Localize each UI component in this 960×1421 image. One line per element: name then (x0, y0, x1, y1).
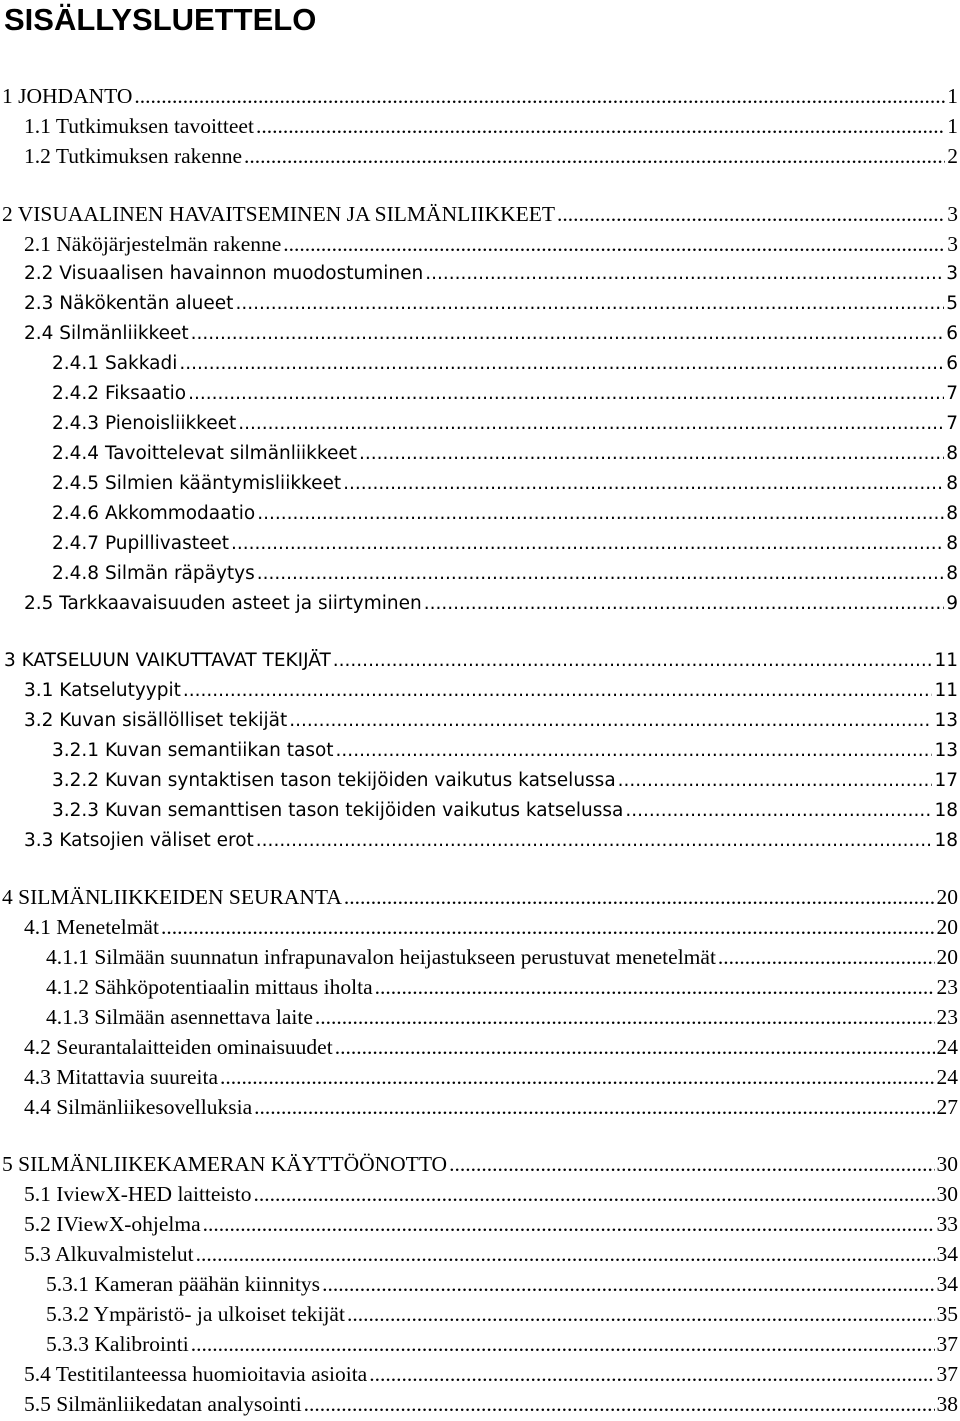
dot-leader (618, 766, 933, 796)
toc-entry-label: 2.4.2 Fiksaatio (52, 383, 187, 404)
toc-entry-label: 2.1 Näköjärjestelmän rakenne (24, 232, 282, 256)
toc-entry-page-number: 18 (934, 830, 958, 851)
toc-entry-label: 2.4.3 Pienoisliikkeet (52, 413, 237, 434)
toc-entry-label: 3.2.2 Kuvan syntaktisen tason tekijöiden vaikutus katselussa (52, 770, 616, 791)
toc-entry[interactable] (52, 439, 958, 469)
dot-leader (196, 1239, 935, 1269)
dot-leader (191, 319, 945, 349)
toc-entry[interactable] (24, 111, 958, 141)
toc-entry-label: 2.4.4 Tavoittelevat silmänliikkeet (52, 443, 357, 464)
toc-entry[interactable] (24, 229, 958, 259)
toc-entry[interactable] (46, 1329, 958, 1359)
toc-entry[interactable] (24, 1359, 958, 1389)
toc-entry[interactable] (52, 559, 958, 589)
toc-entry[interactable] (52, 499, 958, 529)
dot-leader (425, 259, 944, 289)
toc-entry-page-number: 33 (936, 1212, 958, 1236)
dot-leader (289, 706, 932, 736)
toc-entry[interactable] (24, 259, 958, 289)
toc-entry-label: 3.1 Katselutyypit (24, 680, 181, 701)
toc-entry[interactable] (52, 349, 958, 379)
toc-entry-label: 4.1.1 Silmään suunnatun infrapunavalon heijastukseen perustuvat menetelmät (46, 945, 716, 969)
toc-entry-page-number: 3 (946, 263, 958, 284)
toc-entry-label: 2.3 Näkökentän alueet (24, 293, 234, 314)
toc-entry-label: 2.4 Silmänliikkeet (24, 323, 189, 344)
toc-entry-label: 4.2 Seurantalaitteiden ominaisuudet (24, 1035, 333, 1059)
dot-leader (344, 882, 935, 912)
dot-leader (256, 826, 933, 856)
toc-entry-label: 3.2.1 Kuvan semantiikan tasot (52, 740, 334, 761)
toc-entry[interactable] (24, 706, 958, 736)
toc-entry-label: 1 JOHDANTO (2, 84, 133, 108)
toc-entry-page-number: 23 (936, 1005, 958, 1029)
toc-entry-label: 3.3 Katsojien väliset erot (24, 830, 254, 851)
toc-entry[interactable] (24, 1239, 958, 1269)
dot-leader (220, 1062, 934, 1092)
toc-entry-page-number: 3 (947, 232, 958, 256)
dot-leader (235, 289, 944, 319)
toc-entry[interactable] (24, 319, 958, 349)
toc-entry-page-number: 8 (946, 443, 958, 464)
toc-entry-page-number: 24 (936, 1065, 958, 1089)
toc-entry-page-number: 9 (946, 593, 958, 614)
toc-entry[interactable] (46, 1002, 958, 1032)
dot-leader (369, 1359, 934, 1389)
dot-leader (625, 796, 932, 826)
dot-leader (333, 646, 933, 676)
toc-entry-page-number: 17 (934, 770, 958, 791)
toc-entry-label: 5.2 IViewX-ohjelma (24, 1212, 201, 1236)
toc-entry-page-number: 13 (934, 710, 958, 731)
toc-entry-label: 5.4 Testitilanteessa huomioitavia asioita (24, 1362, 368, 1386)
dot-leader (336, 736, 933, 766)
toc-entry[interactable] (24, 826, 958, 856)
dot-leader (231, 529, 944, 559)
toc-entry-page-number: 34 (936, 1242, 958, 1266)
toc-entry-page-number: 35 (936, 1302, 958, 1326)
toc-entry[interactable] (24, 912, 958, 942)
toc-entry-label: 5.3.3 Kalibrointi (46, 1332, 189, 1356)
toc-entry-label: 2.2 Visuaalisen havainnon muodostuminen (24, 263, 424, 284)
toc-entry-label: 3 KATSELUUN VAIKUTTAVAT TEKIJÄT (4, 650, 331, 671)
toc-entry[interactable] (52, 766, 958, 796)
toc-entry-page-number: 6 (946, 323, 958, 344)
toc-entry-page-number: 8 (946, 473, 958, 494)
toc-entry[interactable] (24, 141, 958, 171)
dot-leader (191, 1329, 935, 1359)
toc-entry[interactable] (52, 379, 958, 409)
toc-entry-page-number: 34 (936, 1272, 958, 1296)
toc-entry-label: 5 SILMÄNLIIKEKAMERAN KÄYTTÖÖNOTTO (2, 1152, 448, 1176)
dot-leader (203, 1209, 935, 1239)
toc-entry-page-number: 30 (936, 1182, 958, 1206)
dot-leader (257, 559, 944, 589)
toc-entry-page-number: 27 (936, 1095, 958, 1119)
toc-entry-label: 3.2 Kuvan sisällölliset tekijät (24, 710, 288, 731)
toc-entry[interactable] (52, 529, 958, 559)
toc-entry-page-number: 37 (936, 1362, 958, 1386)
toc-entry[interactable] (52, 736, 958, 766)
toc-entry[interactable] (46, 1299, 958, 1329)
dot-leader (254, 1179, 935, 1209)
dot-leader (257, 499, 944, 529)
toc-entry[interactable] (24, 1209, 958, 1239)
dot-leader (315, 1002, 935, 1032)
dot-leader (718, 942, 935, 972)
toc-entry[interactable] (46, 1269, 958, 1299)
toc-entry[interactable] (24, 1032, 958, 1062)
toc-entry-label: 4.1 Menetelmät (24, 915, 159, 939)
toc-entry-label: 1.1 Tutkimuksen tavoitteet (24, 114, 254, 138)
toc-entry-page-number: 24 (936, 1035, 958, 1059)
toc-entry-page-number: 1 (947, 84, 958, 108)
toc-entry-page-number: 23 (936, 975, 958, 999)
toc-entry-label: 4.1.2 Sähköpotentiaalin mittaus iholta (46, 975, 373, 999)
toc-entry-page-number: 3 (947, 202, 958, 226)
toc-entry[interactable] (2, 882, 958, 912)
toc-entry-label: 2.4.1 Sakkadi (52, 353, 178, 374)
dot-leader (347, 1299, 935, 1329)
toc-entry[interactable] (46, 942, 958, 972)
dot-leader (343, 469, 944, 499)
dot-leader (449, 1149, 934, 1179)
toc-entry[interactable] (2, 199, 958, 229)
toc-entry-label: 4.1.3 Silmään asennettava laite (46, 1005, 313, 1029)
toc-entry[interactable] (52, 796, 958, 826)
toc-entry[interactable] (4, 646, 958, 676)
toc-entry-label: 5.1 IviewX-HED laitteisto (24, 1182, 252, 1206)
toc-entry-page-number: 38 (936, 1392, 958, 1416)
toc-entry[interactable] (24, 589, 958, 619)
toc-entry[interactable] (2, 1149, 958, 1179)
toc-entry-page-number: 11 (934, 650, 958, 671)
dot-leader (188, 379, 944, 409)
dot-leader (183, 676, 933, 706)
toc-entry[interactable] (46, 972, 958, 1002)
toc-entry[interactable] (52, 469, 958, 499)
dot-leader (424, 589, 945, 619)
dot-leader (134, 81, 945, 111)
toc-entry-label: 4.4 Silmänliikesovelluksia (24, 1095, 253, 1119)
toc-entry-page-number: 7 (946, 383, 958, 404)
toc-entry-page-number: 20 (936, 945, 958, 969)
toc-entry-label: 2.4.8 Silmän räpäytys (52, 563, 255, 584)
dot-leader (335, 1032, 935, 1062)
toc-entry-label: 5.5 Silmänliikedatan analysointi (24, 1392, 302, 1416)
toc-entry-page-number: 6 (946, 353, 958, 374)
dot-leader (244, 141, 945, 171)
toc-entry-page-number: 30 (936, 1152, 958, 1176)
dot-leader (161, 912, 935, 942)
toc-entry-label: 2 VISUAALINEN HAVAITSEMINEN JA SILMÄNLIIKKEET (2, 202, 556, 226)
toc-entry[interactable] (24, 1092, 958, 1122)
toc-entry-page-number: 13 (934, 740, 958, 761)
toc-entry-page-number: 8 (946, 533, 958, 554)
dot-leader (254, 1092, 934, 1122)
toc-entry[interactable] (2, 81, 958, 111)
toc-entry-label: 2.4.7 Pupillivasteet (52, 533, 230, 554)
toc-entry-page-number: 2 (947, 144, 958, 168)
page-title: SISÄLLYSLUETTELO (4, 2, 317, 37)
toc-entry-label: 5.3.1 Kameran päähän kiinnitys (46, 1272, 321, 1296)
dot-leader (375, 972, 935, 1002)
toc-entry-page-number: 37 (936, 1332, 958, 1356)
toc-entry-page-number: 1 (947, 114, 958, 138)
toc-entry-page-number: 11 (934, 680, 958, 701)
toc-entry-page-number: 20 (936, 885, 958, 909)
toc-entry-label: 2.5 Tarkkaavaisuuden asteet ja siirtyminen (24, 593, 422, 614)
toc-entry-label: 5.3 Alkuvalmistelut (24, 1242, 194, 1266)
dot-leader (283, 229, 945, 259)
toc-entry-page-number: 5 (946, 293, 958, 314)
dot-leader (256, 111, 945, 141)
dot-leader (322, 1269, 934, 1299)
dot-leader (359, 439, 944, 469)
toc-entry-page-number: 7 (946, 413, 958, 434)
toc-entry[interactable] (24, 1389, 958, 1419)
toc-entry-page-number: 8 (946, 563, 958, 584)
toc-entry-page-number: 18 (934, 800, 958, 821)
toc-entry-label: 4 SILMÄNLIIKKEIDEN SEURANTA (2, 885, 342, 909)
toc-entry-label: 4.3 Mitattavia suureita (24, 1065, 219, 1089)
toc-entry-page-number: 20 (936, 915, 958, 939)
toc-entry-label: 2.4.5 Silmien kääntymisliikkeet (52, 473, 342, 494)
toc-entry[interactable] (24, 289, 958, 319)
toc-entry[interactable] (24, 676, 958, 706)
toc-entry-label: 3.2.3 Kuvan semanttisen tason tekijöiden vaikutus katselussa (52, 800, 624, 821)
toc-entry[interactable] (52, 409, 958, 439)
toc-entry-label: 2.4.6 Akkommodaatio (52, 503, 256, 524)
toc-entry[interactable] (24, 1062, 958, 1092)
toc-entry-label: 5.3.2 Ympäristö- ja ulkoiset tekijät (46, 1302, 345, 1326)
dot-leader (238, 409, 944, 439)
toc-entry[interactable] (24, 1179, 958, 1209)
dot-leader (304, 1389, 935, 1419)
dot-leader (557, 199, 945, 229)
toc-entry-page-number: 8 (946, 503, 958, 524)
dot-leader (179, 349, 944, 379)
toc-entry-label: 1.2 Tutkimuksen rakenne (24, 144, 242, 168)
